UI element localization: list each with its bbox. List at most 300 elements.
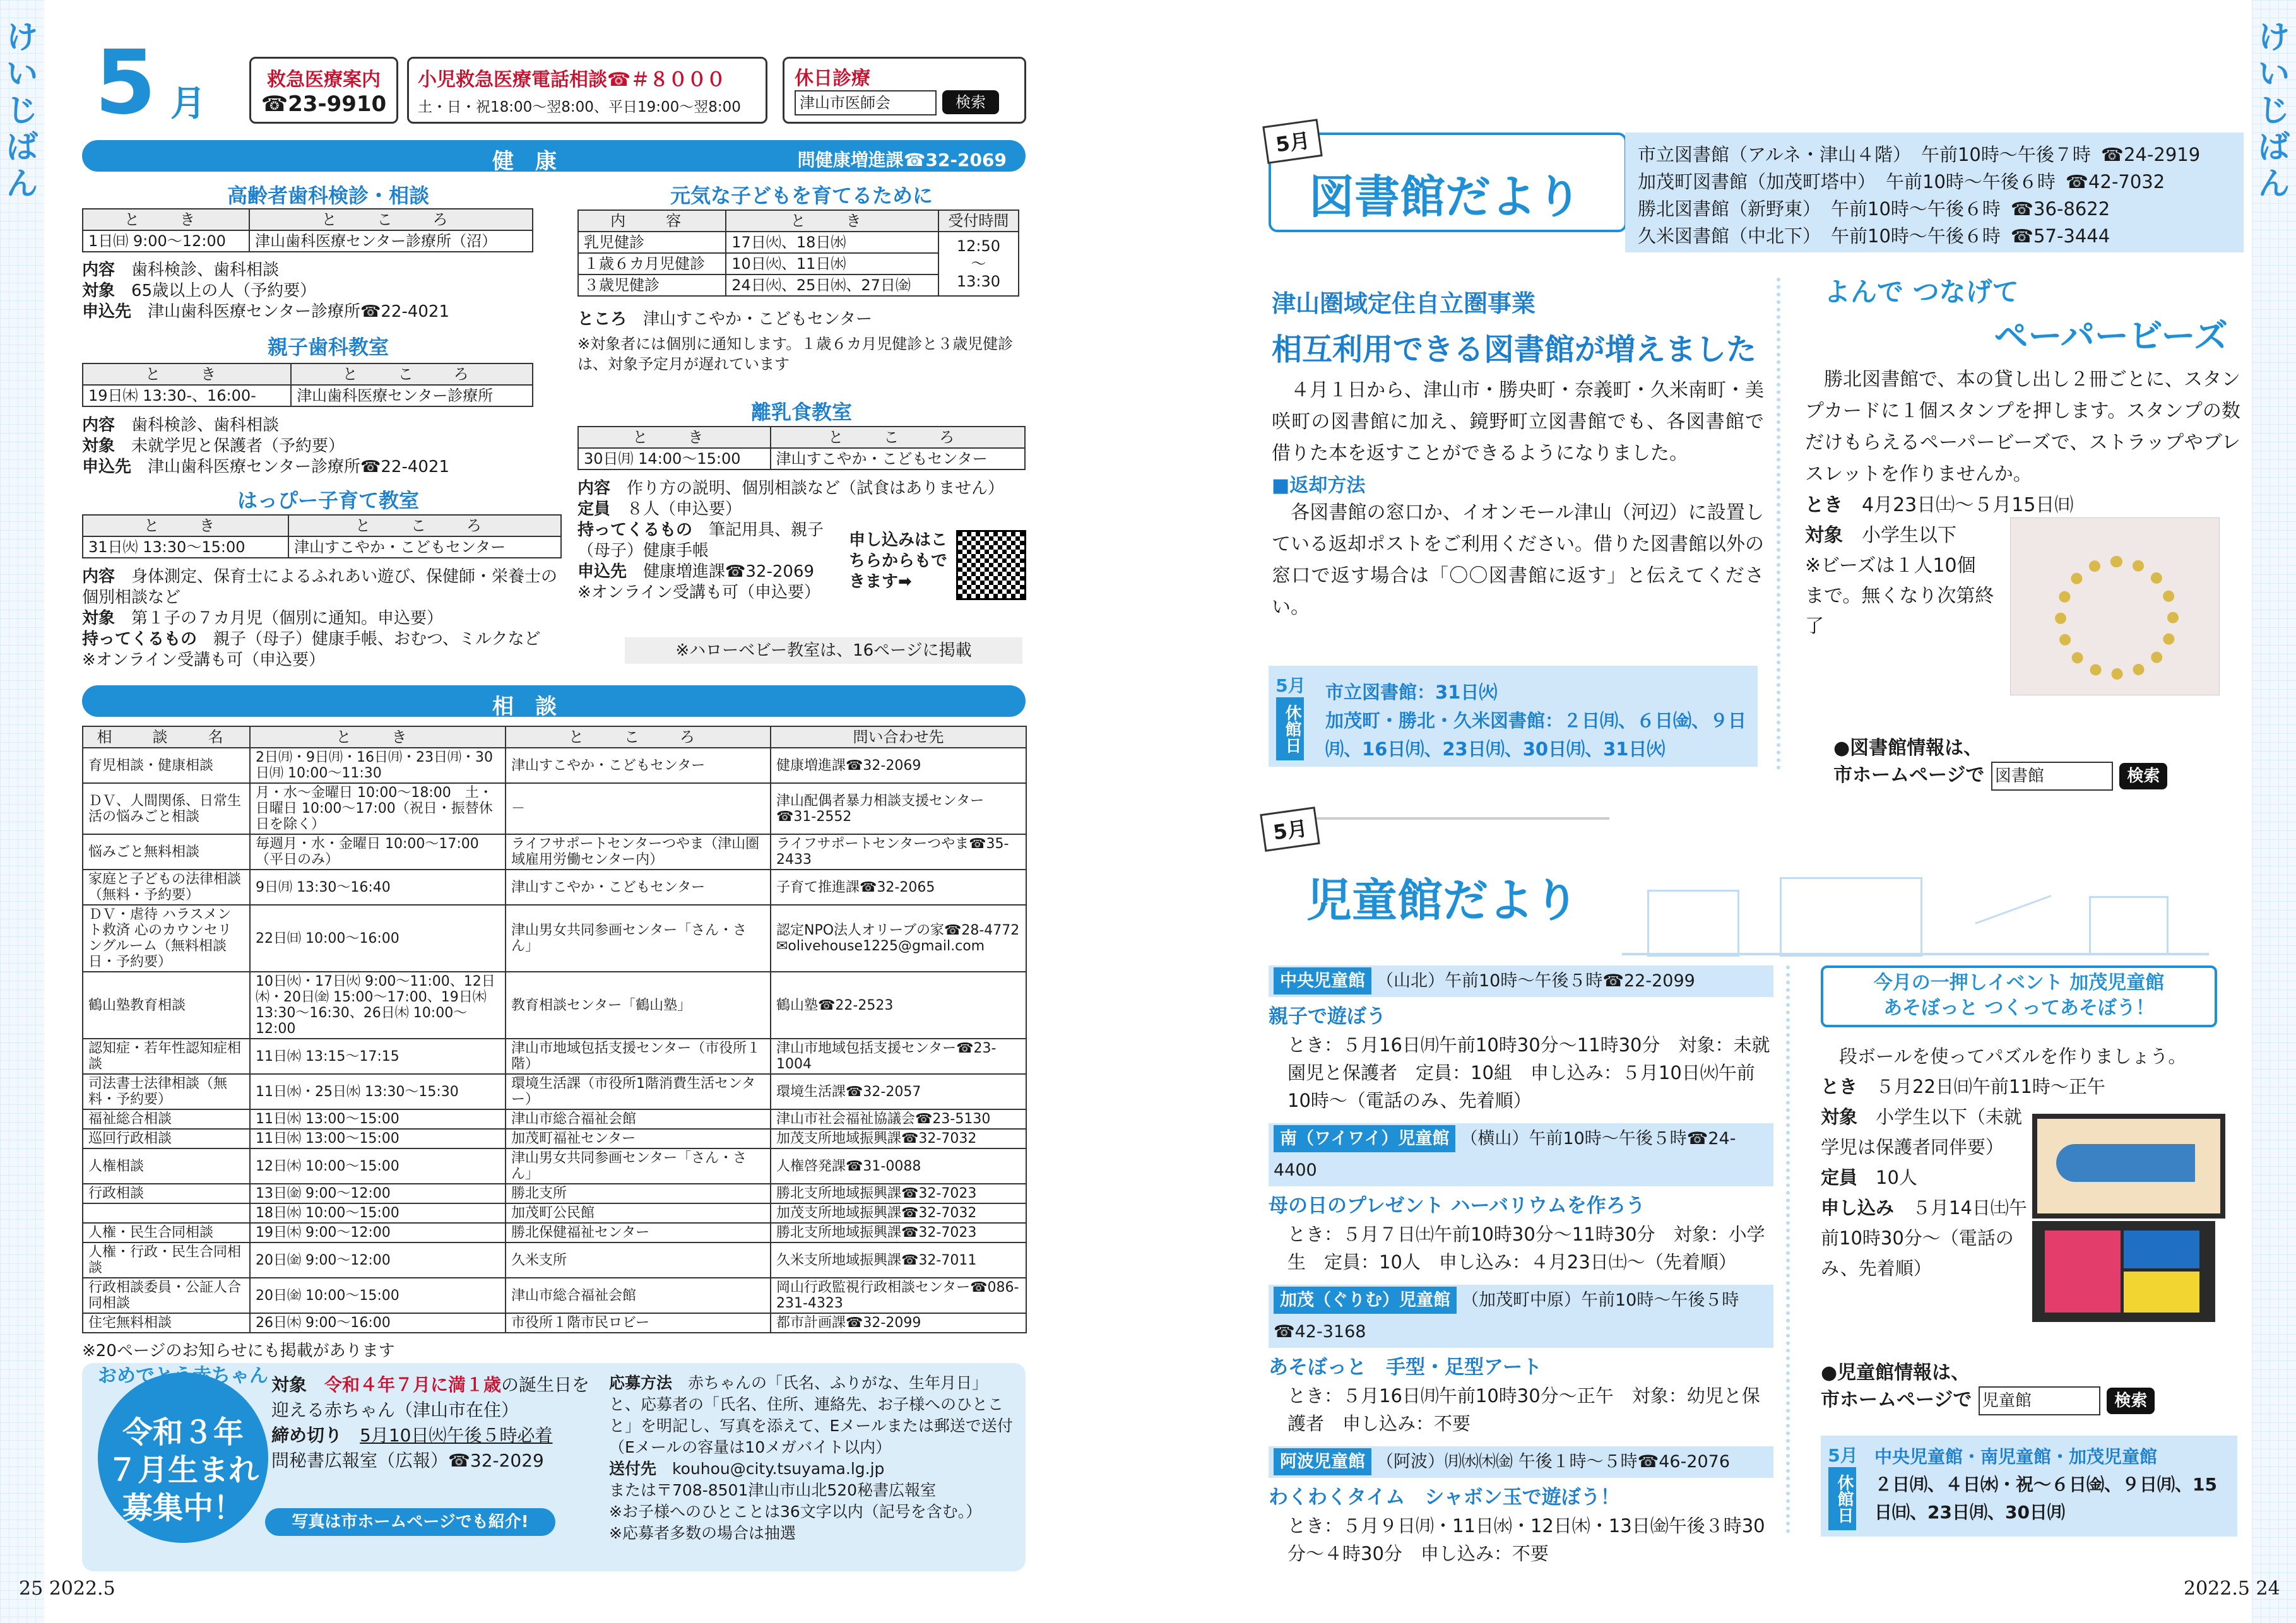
dental-when: 1日㈰ 9:00〜12:00 xyxy=(83,230,249,252)
consult-cell-when: 22日㈰ 10:00〜16:00 xyxy=(250,905,506,972)
dental-where: 津山歯科医療センター診療所（沼） xyxy=(249,230,533,252)
library-hours-tel: ☎57-3444 xyxy=(2010,225,2110,247)
parent-dental-col-when: と き xyxy=(83,363,291,385)
table-row xyxy=(83,748,1026,783)
consult-cell-contact: 都市計画課☎32-2099 xyxy=(771,1313,1026,1333)
baby-arc-text: おめでとう赤ちゃん xyxy=(98,1365,268,1387)
table-row xyxy=(83,905,1026,972)
dental-col-when: と き xyxy=(83,209,249,230)
table-row xyxy=(83,1313,1026,1333)
children-center-event: 親子で遊ぼう xyxy=(1269,1005,1386,1028)
children-closed-text xyxy=(1874,1443,2228,1526)
happy-col-when: と き xyxy=(83,515,288,536)
children-closed xyxy=(1821,1436,2237,1537)
consult-cell-where: 勝北保健福祉センター xyxy=(506,1223,771,1242)
table-row xyxy=(83,1074,1026,1109)
pick-event-header xyxy=(1821,965,2217,1027)
weaning-k4: 申込先 xyxy=(577,562,627,581)
library-return-head: ■返却方法 xyxy=(1272,475,1366,497)
koinobori-puzzle-photo xyxy=(2032,1114,2225,1219)
weaning-v3: 筆記用具、親子（母子）健康手帳 xyxy=(577,521,824,560)
baby-send-v2: または〒708-8501津山市山北520秘書広報室 xyxy=(609,1481,937,1499)
holiday-search-button[interactable]: 検索 xyxy=(942,90,999,114)
library-return-body: 各図書館の窓口か、イオンモール津山（河辺）に設置している返却ポストをご利用ください。借りた図書館以外の窓口で返す場合は「〇〇図書館に返す」と伝えてください。 xyxy=(1272,502,1764,618)
consult-cell-when: 11日㈬・25日㈬ 13:30〜15:30 xyxy=(250,1074,506,1109)
library-info xyxy=(1833,735,2167,791)
children-center-hours: ㈪㈬㈭㈮ 午後１時〜５時☎46-2076 xyxy=(1445,1452,1731,1472)
baby-photo-note: 写真は市ホームページでも紹介! xyxy=(265,1508,555,1536)
kids-row1-when: 17日㈫、18日㈬ xyxy=(726,232,938,253)
baby-apply xyxy=(609,1372,1019,1544)
consult-cell-where: 加茂町公民館 xyxy=(506,1203,771,1223)
kids-details xyxy=(577,309,1026,374)
library-article-head1: 津山圏域定住自立圏事業 xyxy=(1272,290,1536,317)
table-row xyxy=(83,1223,1026,1242)
happy-col-where: と こ ろ xyxy=(288,515,561,536)
consult-cell-name: 司法書士法律相談（無料・予約要） xyxy=(83,1074,250,1109)
slide-icon xyxy=(1975,895,2051,969)
table-row xyxy=(83,1184,1026,1203)
health-heading: 健 康 xyxy=(492,149,557,174)
library-hours-time: 午前10時〜午後７時 xyxy=(1920,144,2091,165)
consult-heading-band xyxy=(82,685,1026,717)
beads-title1: よんで つなげて xyxy=(1824,276,2019,307)
children-center-header xyxy=(1269,1123,1773,1186)
pick-when-k: とき xyxy=(1821,1076,1858,1097)
kids-row3-when: 24日㈫、25日㈬、27日㈮ xyxy=(726,274,938,296)
consult-cell-name: 住宅無料相談 xyxy=(83,1313,250,1333)
consult-cell-when: 13日㈮ 9:00〜12:00 xyxy=(250,1184,506,1203)
consult-cell-when: 10日㈫・17日㈫ 9:00〜11:00、12日㈭・20日㈮ 15:00〜17:00、19日㈭ 13:30〜16:30、26日㈭ 10:00〜12:00 xyxy=(250,972,506,1039)
pediatric-title: 小児救急医療電話相談☎＃８０００ xyxy=(418,69,726,91)
library-hours-tel: ☎24-2919 xyxy=(2100,144,2201,165)
happy-note: ※オンライン受講も可（申込要） xyxy=(82,651,326,670)
parent-dental-details xyxy=(82,415,562,478)
children-closed-label: 休館日 xyxy=(1828,1467,1856,1530)
weaning-v4: 健康増進課☎32-2069 xyxy=(643,562,815,581)
pick-target-v: 小学生以下（未就学児は保護者同伴要） xyxy=(1821,1106,2023,1158)
happy-v3: 親子（母子）健康手帳、おむつ、ミルクなど xyxy=(213,630,541,649)
parent-dental-when: 19日㈭ 13:30-、16:00- xyxy=(83,385,291,406)
baby-note1: ※お子様へのひとことは36文字以内（記号を含む。） xyxy=(609,1502,982,1521)
parent-dental-v1: 歯科検診、歯科相談 xyxy=(131,416,280,435)
happy-v1: 身体測定、保育士によるふれあい遊び、保健師・栄養士の個別相談など xyxy=(82,567,557,607)
pick-apply-v: ５月14日㈯午前10時30分〜（電話のみ、先着順） xyxy=(1821,1197,2027,1279)
library-hours-item xyxy=(1638,223,2244,250)
children-center xyxy=(1269,1446,1773,1567)
library-hours-item xyxy=(1638,141,2244,168)
consult-cell-when: 20日㈮ 9:00〜12:00 xyxy=(250,1242,506,1278)
swing-icon xyxy=(2089,896,2169,955)
consult-cell-name: 育児相談・健康相談 xyxy=(83,748,250,783)
children-center-area: （阿波） xyxy=(1376,1452,1445,1472)
children-town-illustration xyxy=(1622,871,2209,955)
children-centers xyxy=(1269,965,1773,1576)
weaning-where: 津山すこやか・こどもセンター xyxy=(771,448,1025,469)
kids-row1-name: 乳児健診 xyxy=(578,232,726,253)
consult-body xyxy=(83,748,1026,1333)
consult-cell-where: ライフサポートセンターつやま（津山圏域雇用労働センター内） xyxy=(506,834,771,870)
right-footer: 2022.5 24 xyxy=(2184,1578,2280,1600)
consult-cell-when: 26日㈭ 9:00〜16:00 xyxy=(250,1313,506,1333)
library-closed-label: 休館日 xyxy=(1276,697,1304,760)
consult-cell-contact: 勝北支所地域振興課☎32-7023 xyxy=(771,1184,1026,1203)
pick-title2: あそぼっと つくってあそぼう！ xyxy=(1883,997,2155,1019)
consult-cell-where: 津山男女共同参画センター「さん・さん」 xyxy=(506,905,771,972)
consult-cell-where: 市役所１階市民ロビー xyxy=(506,1313,771,1333)
kids-place-v: 津山すこやか・こどもセンター xyxy=(643,310,872,329)
consult-cell-where: 津山市地域包括支援センター（市役所１階） xyxy=(506,1039,771,1074)
consult-cell-when: 11日㈬ 13:00〜15:00 xyxy=(250,1109,506,1129)
kids-title: 元気な子どもを育てるために xyxy=(670,184,933,208)
table-row xyxy=(83,1203,1026,1223)
children-center-name: 阿波児童館 xyxy=(1274,1448,1371,1475)
consult-cell-name: 認知症・若年性認知症相談 xyxy=(83,1039,250,1074)
children-closed-days: ２日㈪、４日㈬・祝〜６日㈮、９日㈪、15日㈰、23日㈪、30日㈪ xyxy=(1874,1474,2217,1523)
bead-bracelet-icon xyxy=(2055,556,2179,680)
kids-row3-name: ３歳児健診 xyxy=(578,274,726,296)
consult-cell-where: 教育相談センター「鶴山塾」 xyxy=(506,972,771,1039)
happy-k3: 持ってくるもの xyxy=(82,630,198,649)
library-hours-name: 勝北図書館（新野東） xyxy=(1638,198,1821,220)
consult-cell-contact: 津山市地域包括支援センター☎23-1004 xyxy=(771,1039,1026,1074)
emergency-title: 救急医療案内 xyxy=(267,69,381,91)
children-center-header xyxy=(1269,1446,1773,1478)
weaning-when: 30日㈪ 14:00〜15:00 xyxy=(578,448,771,469)
children-center-area: （横山） xyxy=(1460,1129,1529,1148)
consult-cell-when: 18日㈬ 10:00〜15:00 xyxy=(250,1203,506,1223)
pick-body: 段ボールを使ってパズルを作りましょう。 xyxy=(1821,1046,2187,1067)
consult-cell-when: 19日㈭ 9:00〜12:00 xyxy=(250,1223,506,1242)
month-header xyxy=(95,32,234,134)
children-separator xyxy=(1786,965,1790,1533)
block-puzzle-photo xyxy=(2032,1221,2215,1322)
pick-when-v: ５月22日㈰午前11時〜正午 xyxy=(1876,1076,2105,1097)
consult-cell-where: 津山すこやか・こどもセンター xyxy=(506,748,771,783)
puzzle-piece-icon xyxy=(2045,1231,2121,1313)
consult-cell-contact: 認定NPO法人オリーブの家☎28-4772 ✉olivehouse1225@gmail.com xyxy=(771,905,1026,972)
emergency-phone: ☎23-9910 xyxy=(261,91,387,117)
parent-dental-k2: 対象 xyxy=(82,437,115,456)
holiday-title: 休日診療 xyxy=(795,68,870,90)
dental-title: 高齢者歯科検診・相談 xyxy=(227,184,429,208)
consult-cell-where: 津山市総合福祉会館 xyxy=(506,1278,771,1313)
parent-dental-v2: 未就学児と保護者（予約要） xyxy=(131,437,345,456)
month-number: 5 xyxy=(95,32,157,134)
children-title: 児童館だより xyxy=(1306,874,1580,927)
baby-contact: 問秘書広報室（広報）☎32-2029 xyxy=(271,1450,544,1471)
consult-col-when: と き xyxy=(250,726,506,748)
weaning-col-when: と き xyxy=(578,427,771,448)
weaning-k1: 内容 xyxy=(577,479,611,498)
hello-baby-note: ※ハローベビー教室は、16ページに掲載 xyxy=(625,637,1022,664)
kids-col-content: 内 容 xyxy=(578,210,726,232)
library-search-button[interactable]: 検索 xyxy=(2119,763,2167,789)
library-info-line2: 市ホームページで xyxy=(1833,764,1985,786)
table-row xyxy=(83,1039,1026,1074)
library-article-body: ４月１日から、津山市・勝央町・奈義町・久米南町・美咲町の図書館に加え、鏡野町立図書館でも、各図書館で借りた本を返すことができるようになりました。 xyxy=(1272,379,1764,464)
baby-note2: ※応募者多数の場合は抽選 xyxy=(609,1524,796,1542)
consult-cell-contact: 人権啓発課☎31-0088 xyxy=(771,1148,1026,1184)
dental-v3: 津山歯科医療センター診療所☎22-4021 xyxy=(148,302,450,321)
beads-when-k: とき xyxy=(1805,494,1843,516)
children-center-event: わくわくタイム シャボン玉で遊ぼう！ xyxy=(1269,1486,1620,1509)
consult-cell-name: 人権・民生合同相談 xyxy=(83,1223,250,1242)
kids-col-reception: 受付時間 xyxy=(938,210,1019,232)
consult-cell-name: 巡回行政相談 xyxy=(83,1129,250,1148)
library-hours-time: 午前10時〜午後６時 xyxy=(1886,171,2056,192)
consult-heading: 相 談 xyxy=(492,694,557,719)
baby-big-text xyxy=(98,1413,268,1527)
consult-cell-name: 人権相談 xyxy=(83,1148,250,1184)
right-side-label: けいじばん xyxy=(2258,19,2290,202)
children-center-event: 母の日のプレゼント ハーバリウムを作ろう xyxy=(1269,1195,1645,1217)
children-closed-month: 5月 xyxy=(1828,1445,1858,1466)
pick-cap-k: 定員 xyxy=(1821,1167,1858,1188)
consult-cell-where: 加茂町福祉センター xyxy=(506,1129,771,1148)
consult-cell-contact: 環境生活課☎32-2057 xyxy=(771,1074,1026,1109)
beads-body: 勝北図書館で、本の貸し出し２冊ごとに、スタンプカードに１個スタンプを押します。スタンプの数だけもらえるペーパービーズで、ストラップやブレスレットを作りませんか。 xyxy=(1805,369,2240,485)
pediatric-hours: 土・日・祝18:00〜翌8:00、平日19:00〜翌8:00 xyxy=(418,99,741,115)
happy-where: 津山すこやか・こどもセンター xyxy=(288,536,561,558)
baby-big3: 募集中！ xyxy=(122,1490,244,1526)
library-hours-list xyxy=(1625,133,2244,250)
happy-k2: 対象 xyxy=(82,609,115,628)
library-title: 図書館だより xyxy=(1309,170,1582,223)
kids-table xyxy=(577,210,1019,297)
weaning-note: ※オンライン受講も可（申込要） xyxy=(577,583,821,602)
children-center-name: 中央児童館 xyxy=(1274,967,1371,994)
baby-send-v1[interactable]: kouhou@city.tsuyama.lg.jp xyxy=(672,1460,885,1478)
holiday-box xyxy=(783,57,1026,124)
consult-cell-name xyxy=(83,1203,250,1223)
dental-k1: 内容 xyxy=(82,261,115,280)
kids-reception: 12:50 〜 13:30 xyxy=(938,232,1019,296)
consult-note: ※20ページのお知らせにも掲載があります xyxy=(82,1342,395,1360)
happy-table xyxy=(82,514,562,558)
consult-cell-where: 環境生活課（市役所1階消費生活センター） xyxy=(506,1074,771,1109)
building-icon xyxy=(1780,877,1922,957)
parent-dental-k1: 内容 xyxy=(82,416,115,435)
table-row xyxy=(83,1242,1026,1278)
baby-deadline-v: 5月10日㈫午後５時必着 xyxy=(360,1425,553,1446)
baby-target-v1: 令和４年７月に満１歳 xyxy=(324,1374,502,1395)
children-header xyxy=(1269,817,1609,959)
dental-col-where: と こ ろ xyxy=(249,209,533,230)
pick-apply-k: 申し込み xyxy=(1821,1197,1895,1219)
beads-note: ※ビーズは１人10個まで。無くなり次第終了 xyxy=(1805,555,1994,637)
children-closed-head: 中央児童館・南児童館・加茂児童館 xyxy=(1874,1446,2158,1467)
baby-deadline-k: 締め切り xyxy=(271,1425,343,1446)
kids-col-when: と き xyxy=(726,210,938,232)
health-contact: 問健康増進課☎32-2069 xyxy=(797,150,1007,170)
weaning-title: 離乳食教室 xyxy=(750,400,852,424)
library-hours-item xyxy=(1638,196,2244,223)
parent-dental-where: 津山歯科医療センター診療所 xyxy=(291,385,533,406)
baby-target-v2: の誕生日を迎える赤ちゃん（津山市在住） xyxy=(271,1374,590,1420)
children-center-detail: とき：５月16日㈪午前10時30分〜11時30分 対象：未就園児と保護者 定員：10組 申し込み：５月10日㈫午前10時〜（電話のみ、先着順） xyxy=(1287,1034,1770,1111)
pick-title1: 今月の一押しイベント 加茂児童館 xyxy=(1873,972,2165,994)
table-row xyxy=(83,1129,1026,1148)
table-row xyxy=(83,1278,1026,1313)
pick-target-k: 対象 xyxy=(1821,1106,1858,1128)
consult-cell-contact: 勝北支所地域振興課☎32-7023 xyxy=(771,1223,1026,1242)
library-closed-month: 5月 xyxy=(1275,675,1306,696)
library-header xyxy=(1269,128,1627,232)
emergency-box xyxy=(249,57,398,124)
children-center xyxy=(1269,1123,1773,1276)
beads-target-v: 小学生以下 xyxy=(1862,524,1956,546)
kids-row2-when: 10日㈫、11日㈬ xyxy=(726,253,938,274)
consult-col-where: と こ ろ xyxy=(506,726,771,748)
consult-cell-name: 人権・行政・民生合同相談 xyxy=(83,1242,250,1278)
table-row xyxy=(83,1109,1026,1129)
children-center-event: あそぼっと 手型・足型アート xyxy=(1269,1356,1542,1379)
baby-target-k: 対象 xyxy=(271,1374,307,1395)
children-center-area: （加茂町中原） xyxy=(1462,1290,1581,1310)
children-center-hours: 午前10時〜午後５時☎42-3168 xyxy=(1274,1290,1739,1342)
library-hours-item xyxy=(1638,168,2244,196)
consult-cell-name: 福祉総合相談 xyxy=(83,1109,250,1129)
children-center-hours: 午前10時〜午後５時☎24-4400 xyxy=(1274,1129,1736,1180)
consult-table xyxy=(82,726,1027,1333)
library-badge: 5月 xyxy=(1262,119,1323,164)
children-badge: 5月 xyxy=(1260,806,1320,852)
beads-target-k: 対象 xyxy=(1805,524,1843,546)
children-center-detail: とき：５月16日㈪午前10時30分〜正午 対象：幼児と保護者 申し込み：不要 xyxy=(1287,1385,1760,1434)
beads-photo xyxy=(2010,517,2220,695)
weaning-k3: 持ってくるもの xyxy=(577,521,693,540)
left-side-strip xyxy=(0,0,44,1623)
children-center-detail: とき：５月７日㈯午前10時30分〜11時30分 対象：小学生 定員：10人 申し込み：４月23日㈯〜（先着順） xyxy=(1287,1224,1765,1273)
consult-cell-when: 2日㈪・9日㈪・16日㈪・23日㈪・30日㈪ 10:00〜11:30 xyxy=(250,748,506,783)
consult-cell-when: 11日㈬ 13:15〜17:15 xyxy=(250,1039,506,1074)
library-closed xyxy=(1269,666,1758,767)
consult-cell-contact: 岡山行政監視行政相談センター☎086-231-4323 xyxy=(771,1278,1026,1313)
table-row xyxy=(83,834,1026,870)
children-center-detail: とき：５月９日㈪・11日㈬・12日㈭・13日㈮午後３時30分〜４時30分 申し込み：不要 xyxy=(1287,1515,1765,1564)
holiday-search-field[interactable]: 津山市医師会 xyxy=(795,90,937,115)
parent-dental-k3: 申込先 xyxy=(82,457,132,476)
parent-dental-v3: 津山歯科医療センター診療所☎22-4021 xyxy=(148,457,450,476)
library-article-head2: 相互利用できる図書館が増えました xyxy=(1272,332,1757,367)
consult-cell-where: 津山市総合福祉会館 xyxy=(506,1109,771,1129)
consult-cell-contact: 加茂支所地域振興課☎32-7032 xyxy=(771,1129,1026,1148)
consult-cell-when: 毎週月・水・金曜日 10:00〜17:00（平日のみ） xyxy=(250,834,506,870)
dental-details xyxy=(82,260,562,322)
consult-cell-when: 9日㈪ 13:30〜16:40 xyxy=(250,870,506,905)
weaning-k2: 定員 xyxy=(577,500,611,519)
weaning-v2: ８人（申込要） xyxy=(627,500,742,519)
children-center-area: （山北） xyxy=(1376,971,1445,991)
library-info-line1: ●図書館情報は、 xyxy=(1833,737,1983,759)
library-hours-time: 午前10時〜午後６時 xyxy=(1831,225,2001,247)
consult-cell-where: 勝北支所 xyxy=(506,1184,771,1203)
consult-cell-name: 家庭と子どもの法律相談（無料・予約要） xyxy=(83,870,250,905)
children-center-header xyxy=(1269,965,1773,997)
consult-cell-name: 行政相談 xyxy=(83,1184,250,1203)
consult-cell-where: 津山すこやか・こどもセンター xyxy=(506,870,771,905)
library-hours-name: 加茂町図書館（加茂町塔中） xyxy=(1638,171,1876,192)
happy-k1: 内容 xyxy=(82,567,115,586)
library-hours-tel: ☎36-8622 xyxy=(2010,198,2110,220)
table-row xyxy=(83,870,1026,905)
consult-cell-contact: 健康増進課☎32-2069 xyxy=(771,748,1026,783)
baby-send-k: 送付先 xyxy=(609,1460,657,1478)
library-hours-time: 午前10時〜午後６時 xyxy=(1831,198,2001,220)
library-article xyxy=(1272,284,1764,623)
happy-title: はっぴー子育て教室 xyxy=(237,488,419,512)
library-hours-name: 久米図書館（中北下） xyxy=(1638,225,1821,247)
consult-col-contact: 問い合わせ先 xyxy=(771,726,1026,748)
weaning-v1: 作り方の説明、個別相談など（試食はありません） xyxy=(627,479,1005,498)
consult-cell-contact: ライフサポートセンターつやま☎35-2433 xyxy=(771,834,1026,870)
weaning-col-where: と こ ろ xyxy=(771,427,1025,448)
parent-dental-col-where: と こ ろ xyxy=(291,363,533,385)
library-hours-tel: ☎42-7032 xyxy=(2065,171,2165,192)
consult-cell-where: － xyxy=(506,783,771,834)
consult-cell-contact: 津山市社会福祉協議会☎23-5130 xyxy=(771,1109,1026,1129)
consult-cell-name: ＤＶ、人間関係、日常生活の悩みごと相談 xyxy=(83,783,250,834)
children-center-header xyxy=(1269,1285,1773,1348)
right-side-strip xyxy=(2252,0,2296,1623)
baby-big2: ７月生まれ xyxy=(107,1453,259,1488)
children-info-line2: 市ホームページで xyxy=(1821,1389,1972,1411)
consult-cell-when: 11日㈬ 13:00〜15:00 xyxy=(250,1129,506,1148)
library-closed-text xyxy=(1325,678,1748,764)
pediatric-box xyxy=(407,57,767,124)
left-footer: 25 2022.5 xyxy=(19,1578,115,1600)
table-row xyxy=(83,972,1026,1039)
library-separator xyxy=(1777,278,1780,770)
weaning-qr-text: 申し込みはこちらからもできます➡ xyxy=(849,531,948,591)
puzzle-piece-icon-3 xyxy=(2124,1272,2199,1313)
beads-title2: ペーパービーズ xyxy=(1994,316,2228,356)
consult-cell-where: 津山男女共同参画センター「さん・さん」 xyxy=(506,1148,771,1184)
consult-cell-when: 12日㈭ 10:00〜15:00 xyxy=(250,1148,506,1184)
baby-info xyxy=(271,1372,600,1473)
month-suffix: 月 xyxy=(170,83,206,124)
children-info xyxy=(1821,1360,2155,1415)
table-row xyxy=(83,783,1026,834)
consult-cell-name: ＤＶ・虐待 ハラスメント救済 心のカウンセリングルーム（無料相談日・予約要） xyxy=(83,905,250,972)
consult-cell-when: 20日㈮ 10:00〜15:00 xyxy=(250,1278,506,1313)
parent-dental-title: 親子歯科教室 xyxy=(267,335,389,359)
puzzle-piece-icon-2 xyxy=(2124,1231,2199,1268)
kids-note: ※対象者には個別に通知します。１歳６カ月児健診と３歳児健診は、対象予定月が遅れています xyxy=(577,335,1014,373)
library-hours xyxy=(1625,133,2244,252)
consult-cell-contact: 鶴山塾☎22-2523 xyxy=(771,972,1026,1039)
dental-k3: 申込先 xyxy=(82,302,132,321)
kids-place-k: ところ xyxy=(577,310,627,329)
library-hours-name: 市立図書館（アルネ・津山４階） xyxy=(1638,144,1911,165)
library-search-field[interactable]: 図書館 xyxy=(1991,762,2113,791)
happy-v2: 第１子の７カ月児（個別に通知。申込要） xyxy=(131,609,444,628)
children-center xyxy=(1269,965,1773,1114)
children-center-hours: 午前10時〜午後５時☎22-2099 xyxy=(1445,971,1695,991)
consult-col-name: 相 談 名 xyxy=(83,726,250,748)
weaning-qr-code[interactable] xyxy=(956,530,1026,600)
children-center xyxy=(1269,1285,1773,1437)
children-info-line1: ●児童館情報は、 xyxy=(1821,1362,1970,1384)
consult-cell-contact: 津山配偶者暴力相談支援センター☎31-2552 xyxy=(771,783,1026,834)
consult-cell-name: 悩みごと無料相談 xyxy=(83,834,250,870)
house-icon xyxy=(1647,890,1739,957)
children-search-button[interactable]: 検索 xyxy=(2107,1388,2155,1414)
happy-details xyxy=(82,567,562,671)
children-search-field[interactable]: 児童館 xyxy=(1979,1386,2100,1415)
consult-cell-when: 月・水〜金曜日 10:00〜18:00 土・日曜日 10:00〜17:00（祝日・振替休日を除く） xyxy=(250,783,506,834)
